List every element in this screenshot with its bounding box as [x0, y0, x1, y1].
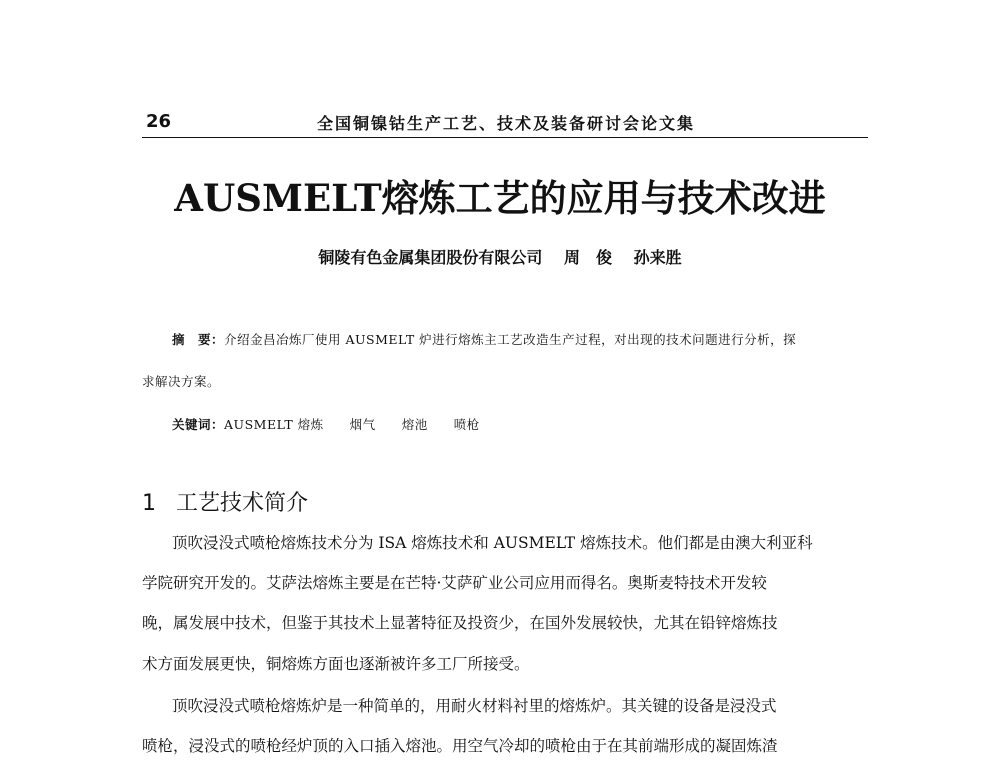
body-line: 喷枪，浸没式的喷枪经炉顶的入口插入熔池。用空气冷却的喷枪由于在其前端形成的凝固炼渣	[142, 737, 778, 755]
keyword: 喷枪	[453, 417, 480, 432]
abstract-label: 摘 要：	[172, 332, 225, 347]
body-line: 学院研究开发的。艾萨法熔炼主要是在芒特·艾萨矿业公司应用而得名。奥斯麦特技术开发较	[142, 574, 767, 592]
author-name: 孙来胜	[633, 248, 682, 267]
author-name: 周 俊	[563, 248, 612, 267]
body-line: 晚，属发展中技术，但鉴于其技术上显著特征及投资少，在国外发展较快，尤其在铅锌熔炼技	[142, 614, 778, 632]
paper-title: AUSMELT熔炼工艺的应用与技术改进	[174, 176, 826, 220]
proceedings-title: 全国铜镍钴生产工艺、技术及装备研讨会论文集	[317, 114, 696, 133]
keywords-label: 关键词：	[172, 417, 225, 432]
keyword: 熔池	[401, 417, 428, 432]
keywords	[172, 415, 868, 433]
section-number: 1	[142, 491, 156, 516]
keyword: 烟气	[349, 417, 376, 432]
abstract	[172, 330, 868, 348]
author-line	[0, 245, 1000, 268]
section-title: 工艺技术简介	[176, 491, 309, 516]
affiliation: 铜陵有色金属集团股份有限公司	[318, 248, 543, 267]
body-line: 顶吹浸没式喷枪熔炼炉是一种简单的，用耐火材料衬里的熔炼炉。其关键的设备是浸没式	[172, 697, 777, 715]
running-header	[142, 109, 868, 138]
page-number: 26	[146, 111, 172, 132]
section-heading	[142, 486, 308, 517]
keyword: AUSMELT 熔炼	[224, 417, 324, 432]
abstract-text: 介绍金昌冶炼厂使用 AUSMELT 炉进行熔炼主工艺改造生产过程，对出现的技术问题进行分析，探	[224, 332, 797, 347]
body-line: 术方面发展更快，铜熔炼方面也逐渐被许多工厂所接受。	[142, 655, 530, 673]
body-line: 顶吹浸没式喷枪熔炼技术分为 ISA 熔炼技术和 AUSMELT 熔炼技术。他们都是由澳大利亚科	[172, 534, 813, 552]
abstract-continuation: 求解决方案。	[142, 374, 221, 389]
